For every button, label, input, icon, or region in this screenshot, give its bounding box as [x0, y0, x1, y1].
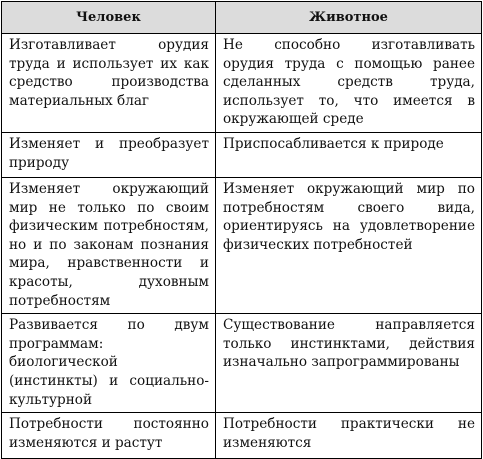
header-human: Человек: [2, 2, 216, 34]
cell-animal: Существование направляется только инстинктами, действия изначально запрограммированы: [216, 314, 482, 413]
cell-human: Развивается по двум программам: биологической (инстинкты) и социально-культурной: [2, 314, 216, 413]
table-row: [2, 177, 482, 313]
cell-human: Изменяет окружающий мир не только по своим физическим потребностям, но и по законам познания мира, нравственности и красоты, духовным потребностям: [2, 177, 216, 313]
comparison-table-container: [1, 1, 481, 459]
cell-human: Потребности постоянно изменяются и растут: [2, 413, 216, 459]
cell-human: Изготавливает орудия труда и использует их как средство производства материальных благ: [2, 34, 216, 133]
table-row: [2, 132, 482, 177]
cell-animal: Изменяет окружающий мир по потребностям своего вида, ориентируясь на удовлетворение физических потребностей: [216, 177, 482, 313]
table-header-row: [2, 2, 482, 34]
header-animal: Животное: [216, 2, 482, 34]
cell-animal: Потребности практически не изменяются: [216, 413, 482, 459]
table-row: [2, 314, 482, 413]
cell-animal: Не способно изготавливать орудия труда с помощью ранее сделанных средств труда, использует то, что имеется в окружающей среде: [216, 34, 482, 133]
cell-animal: Приспосабливается к природе: [216, 132, 482, 177]
table-row: [2, 413, 482, 459]
table-row: [2, 34, 482, 133]
cell-human: Изменяет и преобразует природу: [2, 132, 216, 177]
comparison-table: [1, 1, 482, 459]
